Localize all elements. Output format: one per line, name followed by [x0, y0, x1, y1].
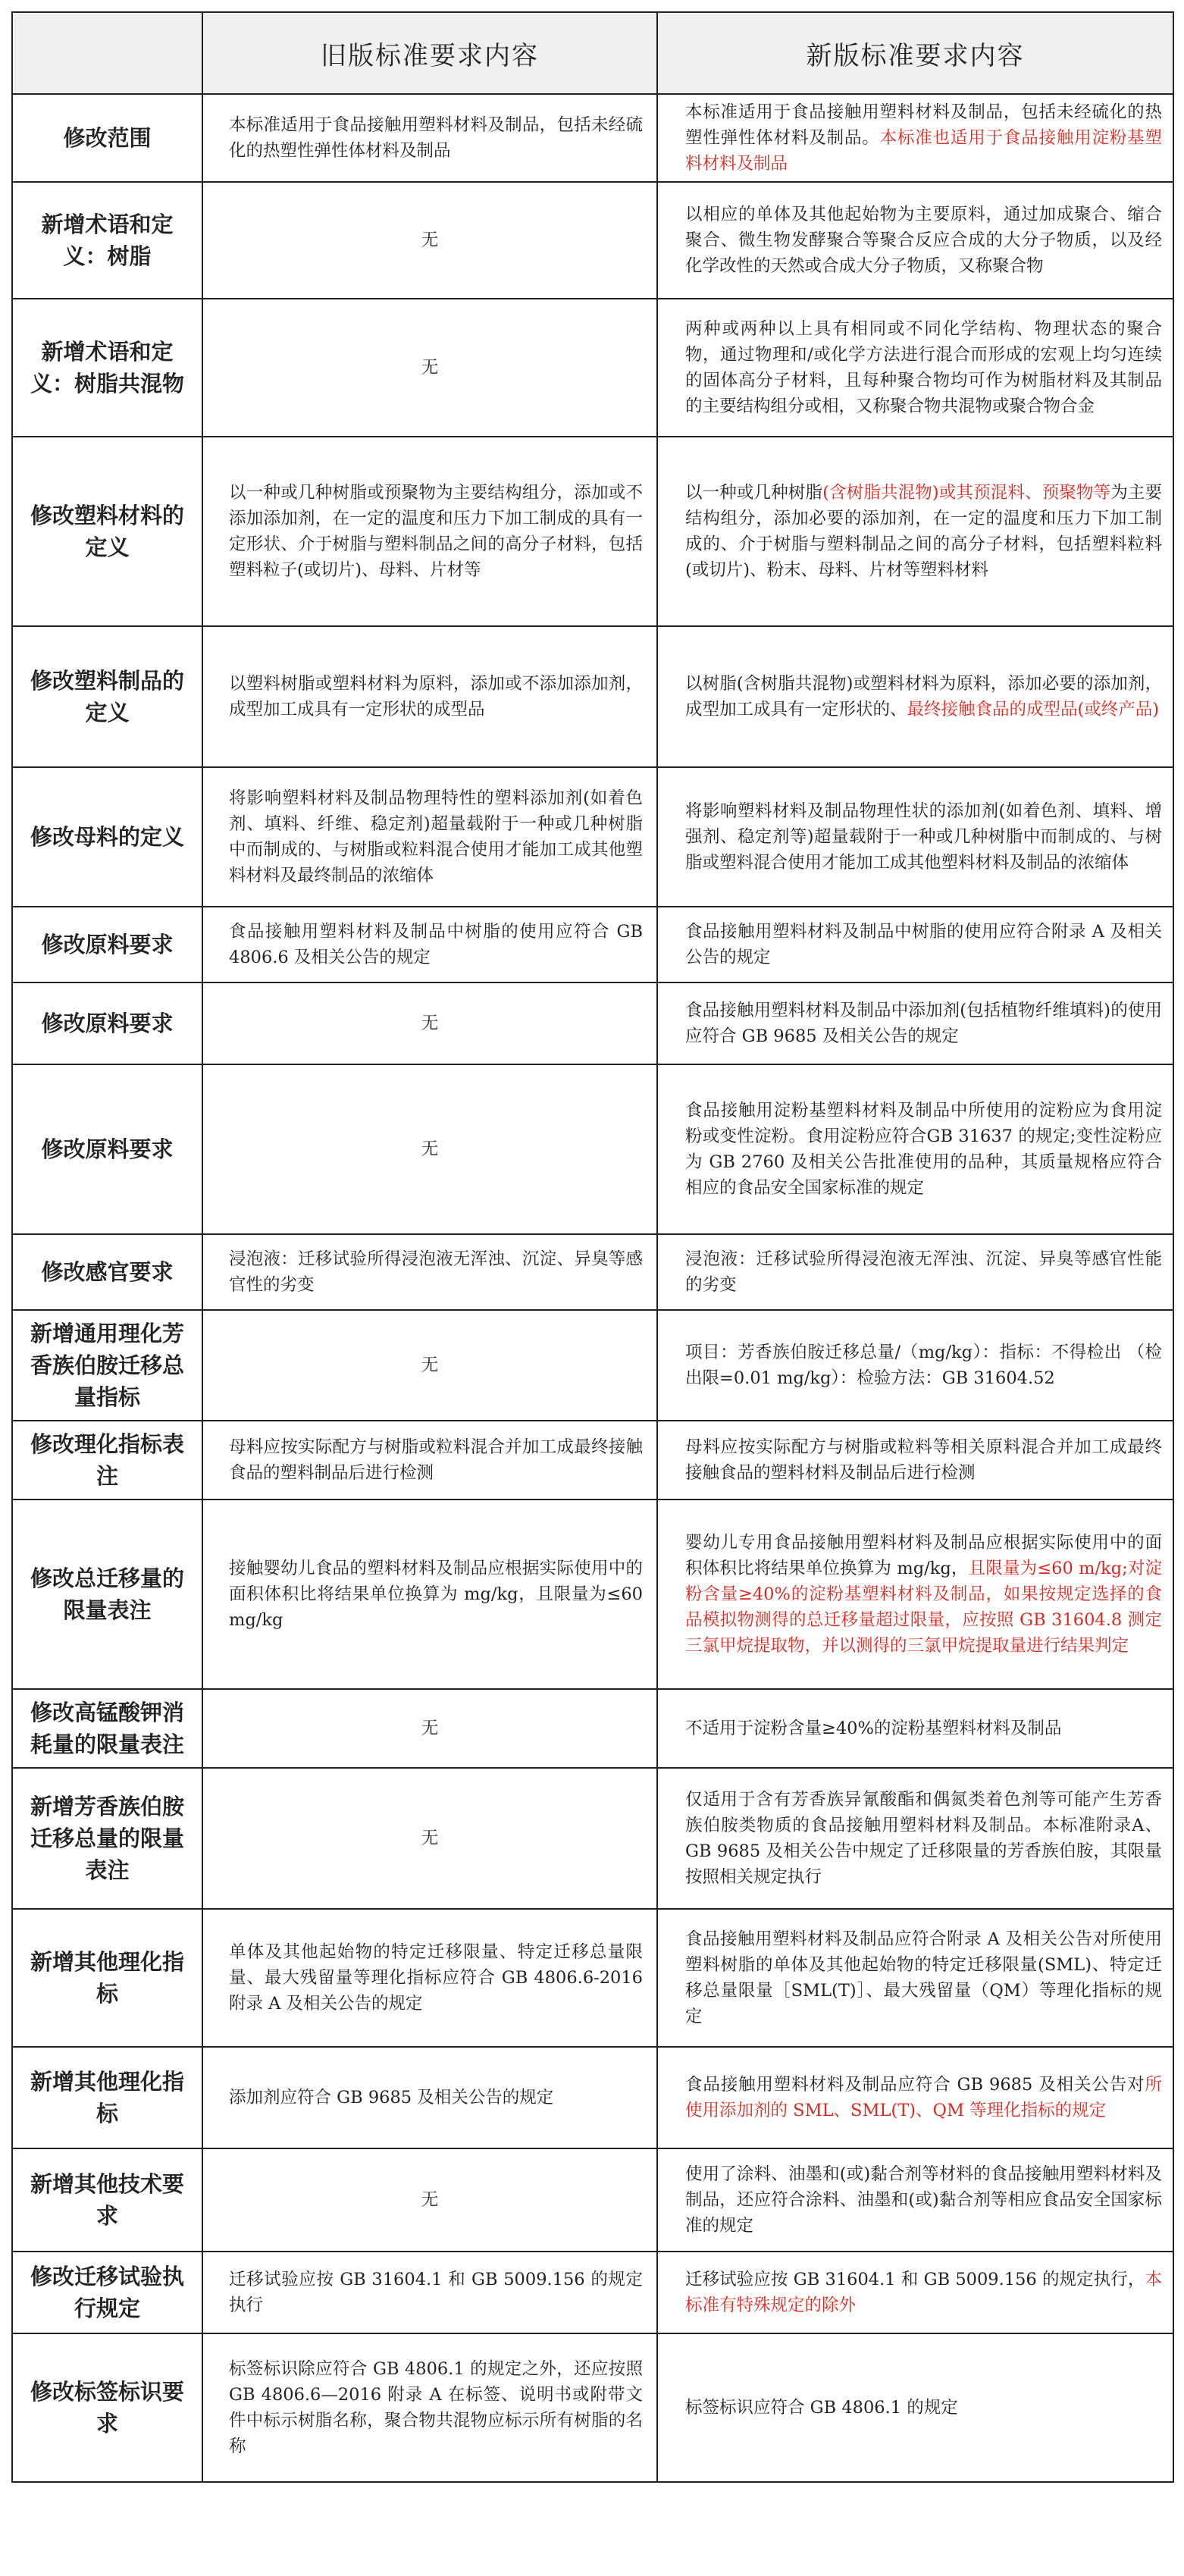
- table-row: [12, 182, 1173, 299]
- table-row: [12, 1768, 1173, 1909]
- requirement-text: 无: [421, 1719, 439, 1738]
- requirement-text: 标签标识应符合 GB 4806.1 的规定: [685, 2398, 958, 2418]
- table-row: [12, 907, 1173, 982]
- requirement-text: 无: [421, 358, 439, 378]
- requirement-text: 迁移试验应按 GB 31604.1 和 GB 5009.156 的规定执行: [229, 2270, 643, 2315]
- old-requirement-cell: [202, 1064, 657, 1234]
- change-item-label: 新增其他技术要求: [12, 2148, 202, 2252]
- requirement-text: 无: [421, 1014, 439, 1033]
- table-row: [12, 299, 1173, 437]
- requirement-text: 将影响塑料材料及制品物理性状的添加剂(如着色剂、填料、增强剂、稳定剂等)超量载附于一种或几种树脂中而制成的、与树脂或塑料混合使用才能加工成其他塑料材料及制品的浓缩体: [685, 801, 1162, 873]
- new-requirement-cell: [657, 1909, 1173, 2047]
- new-requirement-cell: [657, 907, 1173, 982]
- requirement-text: 母料应按实际配方与树脂或粒料等相关原料混合并加工成最终接触食品的塑料材料及制品后进行检测: [685, 1437, 1162, 1483]
- old-requirement-cell: [202, 437, 657, 626]
- new-requirement-cell: [657, 1234, 1173, 1310]
- old-requirement-cell: [202, 2148, 657, 2252]
- requirement-text: 以树脂(含树脂共混物)或塑料材料为原料，添加必要的添加剂，成型加工成具有一定形状的、: [685, 674, 1162, 719]
- table-row: [12, 1310, 1173, 1421]
- requirement-text: 食品接触用淀粉基塑料材料及制品中所使用的淀粉应为食用淀粉或变性淀粉。食用淀粉应符合GB 31637 的规定;变性淀粉应为 GB 2760 及相关公告批准使用的品种，其质量规格应符合相应的食品安全国家标准的规定: [685, 1101, 1162, 1198]
- table-row: [12, 2047, 1173, 2148]
- new-requirement-cell: [657, 1421, 1173, 1500]
- header-new-standard: 新版标准要求内容: [657, 12, 1173, 94]
- requirement-text: 无: [421, 230, 439, 250]
- old-requirement-cell: [202, 982, 657, 1064]
- requirement-text: 无: [421, 1355, 439, 1375]
- change-item-label: 修改原料要求: [12, 907, 202, 982]
- new-requirement-cell: [657, 299, 1173, 437]
- new-requirement-cell: [657, 1768, 1173, 1909]
- requirement-text: 将影响塑料材料及制品物理特性的塑料添加剂(如着色剂、填料、纤维、稳定剂)超量载附于一种或几种树脂中而制成的、与树脂或粒料混合使用才能加工成其他塑料材料及最终制品的浓缩体: [229, 788, 643, 885]
- old-requirement-cell: [202, 1500, 657, 1689]
- requirement-text: 食品接触用塑料材料及制品中树脂的使用应符合附录 A 及相关公告的规定: [685, 922, 1162, 967]
- table-row: [12, 2252, 1173, 2333]
- old-requirement-cell: [202, 2047, 657, 2148]
- change-item-label: 修改迁移试验执行规定: [12, 2252, 202, 2333]
- header-old-standard: 旧版标准要求内容: [202, 12, 657, 94]
- table-header: [12, 12, 1173, 94]
- requirement-text: 婴幼儿专用食品接触用塑料材料及制品应根据实际使用中的面积体积比将结果单位换算为 mg/kg，: [685, 1533, 1162, 1578]
- change-item-label: 新增术语和定义：树脂共混物: [12, 299, 202, 437]
- change-item-label: 修改塑料材料的定义: [12, 437, 202, 626]
- highlighted-change-text: 所使用添加剂的 SML、SML(T)、QM 等理化指标的规定: [685, 2075, 1162, 2120]
- change-item-label: 新增芳香族伯胺迁移总量的限量表注: [12, 1768, 202, 1909]
- requirement-text: 标签标识除应符合 GB 4806.1 的规定之外，还应按照 GB 4806.6—2016 附录 A 在标签、说明书或附带文件中标示树脂名称，聚合物共混物应标示所有树脂的名称: [229, 2359, 643, 2456]
- requirement-text: 迁移试验应按 GB 31604.1 和 GB 5009.156 的规定执行，: [685, 2270, 1145, 2289]
- new-requirement-cell: [657, 1310, 1173, 1421]
- requirement-text: 仅适用于含有芳香族异氰酸酯和偶氮类着色剂等可能产生芳香族伯胺类物质的食品接触用塑料材料及制品。本标准附录A、GB 9685 及相关公告中规定了迁移限量的芳香族伯胺，其限量按照相关规定执行: [685, 1790, 1162, 1887]
- requirement-text: 食品接触用塑料材料及制品中树脂的使用应符合 GB 4806.6 及相关公告的规定: [229, 922, 643, 967]
- table-row: [12, 94, 1173, 182]
- requirement-text: 母料应按实际配方与树脂或粒料混合并加工成最终接触食品的塑料制品后进行检测: [229, 1437, 643, 1483]
- table-row: [12, 982, 1173, 1064]
- new-requirement-cell: [657, 767, 1173, 907]
- change-item-label: 修改原料要求: [12, 982, 202, 1064]
- new-requirement-cell: [657, 2333, 1173, 2482]
- table-row: [12, 2148, 1173, 2252]
- new-requirement-cell: [657, 2252, 1173, 2333]
- requirement-text: 两种或两种以上具有相同或不同化学结构、物理状态的聚合物，通过物理和/或化学方法进行混合而形成的宏观上均匀连续的固体高分子材料，且每种聚合物均可作为树脂材料及其制品的主要结构组分或相，又称聚合物共混物或聚合物合金: [685, 319, 1162, 416]
- table-row: [12, 1689, 1173, 1768]
- requirement-text: 以一种或几种树脂或预聚物为主要结构组分，添加或不添加添加剂，在一定的温度和压力下加工制成的具有一定形状、介于树脂与塑料制品之间的高分子材料，包括塑料粒子(或切片)、母料、片材等: [229, 483, 643, 580]
- old-requirement-cell: [202, 1234, 657, 1310]
- highlighted-change-text: 且限量为≤60 m/kg;对淀粉含量≥40%的淀粉基塑料材料及制品，如果按规定选择的食品模拟物测得的总迁移量超过限量，应按照 GB 31604.8 测定三氯甲烷提取物，并以测得的三氯甲烷提取量进行结果判定: [685, 1559, 1162, 1656]
- highlighted-change-text: 本标准有特殊规定的除外: [685, 2270, 1162, 2315]
- requirement-text: 单体及其他起始物的特定迁移限量、特定迁移总量限量、最大残留量等理化指标应符合 GB 4806.6-2016 附录 A 及相关公告的规定: [229, 1942, 643, 2013]
- change-item-label: 修改高锰酸钾消耗量的限量表注: [12, 1689, 202, 1768]
- requirement-text: 不适用于淀粉含量≥40%的淀粉基塑料材料及制品: [685, 1719, 1062, 1738]
- comparison-table: [11, 11, 1174, 2483]
- old-requirement-cell: [202, 907, 657, 982]
- requirement-text: 无: [421, 1829, 439, 1848]
- requirement-text: 食品接触用塑料材料及制品应符合 GB 9685 及相关公告对: [685, 2075, 1145, 2095]
- table-row: [12, 626, 1173, 767]
- requirement-text: 以相应的单体及其他起始物为主要原料，通过加成聚合、缩合聚合、微生物发酵聚合等聚合反应合成的大分子物质，以及经化学改性的天然或合成大分子物质，又称聚合物: [685, 205, 1162, 276]
- requirement-text: 无: [421, 1139, 439, 1159]
- table-row: [12, 767, 1173, 907]
- change-item-label: 新增其他理化指标: [12, 2047, 202, 2148]
- highlighted-change-text: (含树脂共混物)或其预混料、预聚物等: [822, 483, 1111, 503]
- old-requirement-cell: [202, 626, 657, 767]
- requirement-text: 浸泡液：迁移试验所得浸泡液无浑浊、沉淀、异臭等感官性能的劣变: [685, 1249, 1162, 1295]
- old-requirement-cell: [202, 94, 657, 182]
- old-requirement-cell: [202, 182, 657, 299]
- new-requirement-cell: [657, 182, 1173, 299]
- new-requirement-cell: [657, 1689, 1173, 1768]
- new-requirement-cell: [657, 2047, 1173, 2148]
- requirement-text: 无: [421, 2190, 439, 2210]
- new-requirement-cell: [657, 94, 1173, 182]
- change-item-label: 新增其他理化指标: [12, 1909, 202, 2047]
- requirement-text: 为主要结构组分，添加必要的添加剂，在一定的温度和压力下加工制成的、介于树脂与塑料制品之间的高分子材料，包括塑料粒料(或切片)、粉末、母料、片材等塑料材料: [685, 483, 1162, 580]
- change-item-label: 修改范围: [12, 94, 202, 182]
- requirement-text: 以一种或几种树脂: [685, 483, 823, 503]
- old-requirement-cell: [202, 1310, 657, 1421]
- change-item-label: 修改原料要求: [12, 1064, 202, 1234]
- change-item-label: 修改母料的定义: [12, 767, 202, 907]
- old-requirement-cell: [202, 2252, 657, 2333]
- table-row: [12, 1234, 1173, 1310]
- new-requirement-cell: [657, 2148, 1173, 2252]
- old-requirement-cell: [202, 2333, 657, 2482]
- new-requirement-cell: [657, 1500, 1173, 1689]
- change-item-label: 新增通用理化芳香族伯胺迁移总量指标: [12, 1310, 202, 1421]
- requirement-text: 项目：芳香族伯胺迁移总量/（mg/kg）：指标：不得检出 （检出限=0.01 mg/kg）：检验方法：GB 31604.52: [685, 1343, 1162, 1388]
- change-item-label: 修改总迁移量的限量表注: [12, 1500, 202, 1689]
- old-requirement-cell: [202, 1768, 657, 1909]
- old-requirement-cell: [202, 1421, 657, 1500]
- new-requirement-cell: [657, 1064, 1173, 1234]
- requirement-text: 本标准适用于食品接触用塑料材料及制品，包括未经硫化的热塑性弹性体材料及制品: [229, 115, 643, 161]
- table-row: [12, 2333, 1173, 2482]
- table-body: [12, 94, 1173, 2482]
- table-row: [12, 1909, 1173, 2047]
- change-item-label: 修改理化指标表注: [12, 1421, 202, 1500]
- table-row: [12, 1064, 1173, 1234]
- new-requirement-cell: [657, 982, 1173, 1064]
- new-requirement-cell: [657, 437, 1173, 626]
- requirement-text: 添加剂应符合 GB 9685 及相关公告的规定: [229, 2088, 554, 2107]
- old-requirement-cell: [202, 767, 657, 907]
- old-requirement-cell: [202, 1689, 657, 1768]
- requirement-text: 接触婴幼儿食品的塑料材料及制品应根据实际使用中的面积体积比将结果单位换算为 mg/kg，且限量为≤60 mg/kg: [229, 1559, 643, 1630]
- change-item-label: 修改塑料制品的定义: [12, 626, 202, 767]
- new-requirement-cell: [657, 626, 1173, 767]
- requirement-text: 食品接触用塑料材料及制品应符合附录 A 及相关公告对所使用塑料树脂的单体及其他起始物的特定迁移限量(SML)、特定迁移总量限量［SML(T)］、最大残留量（QM）等理化指标的规定: [685, 1929, 1162, 2026]
- header-item-cell: [12, 12, 202, 94]
- requirement-text: 本标准适用于食品接触用塑料材料及制品，包括未经硫化的热塑性弹性体材料及制品。: [685, 102, 1162, 148]
- requirement-text: 浸泡液：迁移试验所得浸泡液无浑浊、沉淀、异臭等感官性的劣变: [229, 1249, 643, 1295]
- table-row: [12, 1500, 1173, 1689]
- highlighted-change-text: 最终接触食品的成型品(或终产品): [907, 700, 1160, 719]
- change-item-label: 修改感官要求: [12, 1234, 202, 1310]
- table-row: [12, 437, 1173, 626]
- old-requirement-cell: [202, 1909, 657, 2047]
- change-item-label: 新增术语和定义：树脂: [12, 182, 202, 299]
- requirement-text: 食品接触用塑料材料及制品中添加剂(包括植物纤维填料)的使用应符合 GB 9685 及相关公告的规定: [685, 1001, 1162, 1046]
- requirement-text: 以塑料树脂或塑料材料为原料，添加或不添加添加剂，成型加工成具有一定形状的成型品: [229, 674, 643, 719]
- table-row: [12, 1421, 1173, 1500]
- highlighted-change-text: 本标准也适用于食品接触用淀粉基塑料材料及制品: [685, 128, 1162, 174]
- old-requirement-cell: [202, 299, 657, 437]
- change-item-label: 修改标签标识要求: [12, 2333, 202, 2482]
- requirement-text: 使用了涂料、油墨和(或)黏合剂等材料的食品接触用塑料材料及制品，还应符合涂料、油墨和(或)黏合剂等相应食品安全国家标准的规定: [685, 2164, 1162, 2236]
